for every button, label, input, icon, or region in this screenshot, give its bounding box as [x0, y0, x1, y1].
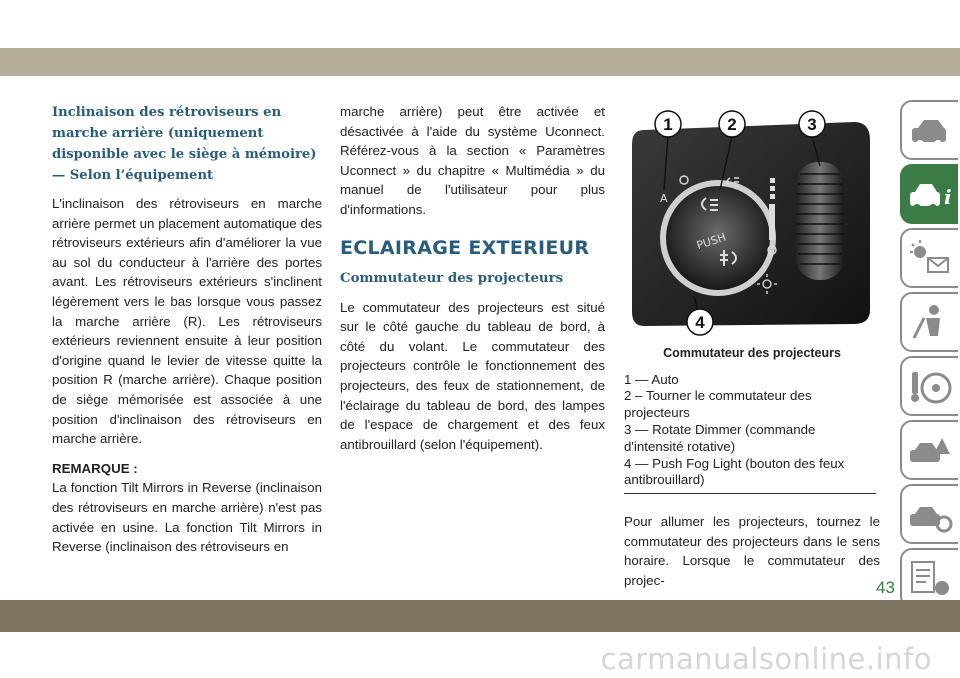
auto-mark: A: [660, 192, 668, 205]
tab-starting-operating[interactable]: [900, 356, 958, 416]
callout-1: [655, 111, 681, 137]
svg-text:1: 1: [663, 115, 673, 134]
section-heading-tilt-mirrors: Inclinaison des rétroviseurs en marche arrière (uniquement disponible avec le siège à mémoire) — Selon l’équipement: [52, 105, 317, 183]
chapter-tabs-lower: [900, 500, 960, 600]
continued-paragraph: marche arrière) peut être activée et désactivée à l'aide du système Uconnect. Référez-vous à la section « Paramètres Uconnect » du chapitre « Multimédia » du manuel de l'utilisateur pour plus d'informations.: [340, 104, 605, 217]
middle-column: [340, 102, 605, 464]
legend-item-1: 1 — Auto: [624, 371, 679, 387]
car-key-icon: [908, 110, 954, 154]
svg-text:3: 3: [807, 115, 817, 134]
svg-text:4: 4: [695, 313, 705, 332]
push-label: PUSH: [695, 230, 728, 253]
subsection-title: Commutateur des projecteurs: [340, 270, 564, 286]
svg-text:2: 2: [727, 115, 737, 134]
callout-4: [687, 309, 713, 335]
car-info-icon: [908, 174, 954, 218]
bottom-band: [0, 600, 960, 632]
turn-on-headlights-paragraph: Pour allumer les projecteurs, tournez le commutateur des projecteurs dans le sens horaire. Lorsque le commutateur des projec-: [624, 514, 880, 588]
steering-starting-icon: [908, 366, 954, 410]
legend-item-3: 3 — Rotate Dimmer (commande d'intensité rotative): [624, 421, 816, 454]
callout-3: [799, 111, 825, 137]
section-title: ECLAIRAGE EXTERIEUR: [340, 236, 590, 259]
page-number: 43: [876, 578, 895, 597]
rotary-dimmer-wheel: [796, 162, 844, 280]
tab-safety-airbag[interactable]: [900, 292, 958, 352]
right-column: [624, 100, 880, 601]
tab-getting-to-know-vehicle[interactable]: [900, 100, 958, 160]
safety-airbag-icon: [908, 302, 954, 346]
left-column: [52, 102, 322, 567]
tab-emergency[interactable]: [900, 420, 958, 480]
legend-item-2: 2 – Tourner le commutateur des projecteurs: [624, 388, 812, 421]
svg-text:i: i: [944, 185, 952, 209]
figure-caption: Commutateur des projecteurs: [663, 346, 841, 360]
tab-safety[interactable]: [900, 228, 958, 288]
headlight-switch-illustration: [624, 100, 880, 338]
callout-2: [719, 111, 745, 137]
figure-legend: [624, 372, 876, 495]
tilt-mirrors-paragraph: L'inclinaison des rétroviseurs en marche arrière permet un placement automatique des rétroviseurs extérieurs afin d'améliorer la vue au sol du conducteur à l'arrière des portes avant. Les rétroviseurs extérieurs s'inclinent légèrement vers le bas lorsque vous passez la marche arrière (R). Les rétroviseurs extérieurs reviennent ensuite à leur position d'origine quand le levier de vitesse quitte la position R (marche arrière). Chaque position de siège mémorisée est associée à une position d'inclinaison des rétroviseurs en marche arrière.: [52, 196, 322, 447]
top-band: [0, 48, 960, 76]
watermark: [0, 638, 960, 678]
tab-getting-to-know-instrument-panel[interactable]: [900, 164, 958, 224]
warning-lights-icon: [908, 238, 954, 282]
headlight-switch-paragraph: Le commutateur des projecteurs est situé sur le côté gauche du tableau de bord, à côté du volant. Le commutateur des projecteurs contrôle le fonctionnement des projecteurs, des feux de stationnement, de l'éclairage du tableau de bord, des lampes de l'espace de chargement et des feux antibrouillard (selon l'équipement).: [340, 299, 605, 452]
legend-item-4: 4 — Push Fog Light (bouton des feux antibrouillard): [624, 455, 845, 488]
headlight-switch-figure: [624, 100, 880, 338]
note-title: REMARQUE :: [52, 460, 138, 476]
watermark-text: carmanualsonline.info: [600, 642, 932, 676]
note-text: La fonction Tilt Mirrors in Reverse (inclinaison des rétroviseurs en marche arrière) n'est pas activée en usine. La fonction Tilt Mirrors in Reverse (inclinaison des rétroviseurs en: [52, 480, 322, 555]
car-warning-icon: [908, 430, 954, 474]
